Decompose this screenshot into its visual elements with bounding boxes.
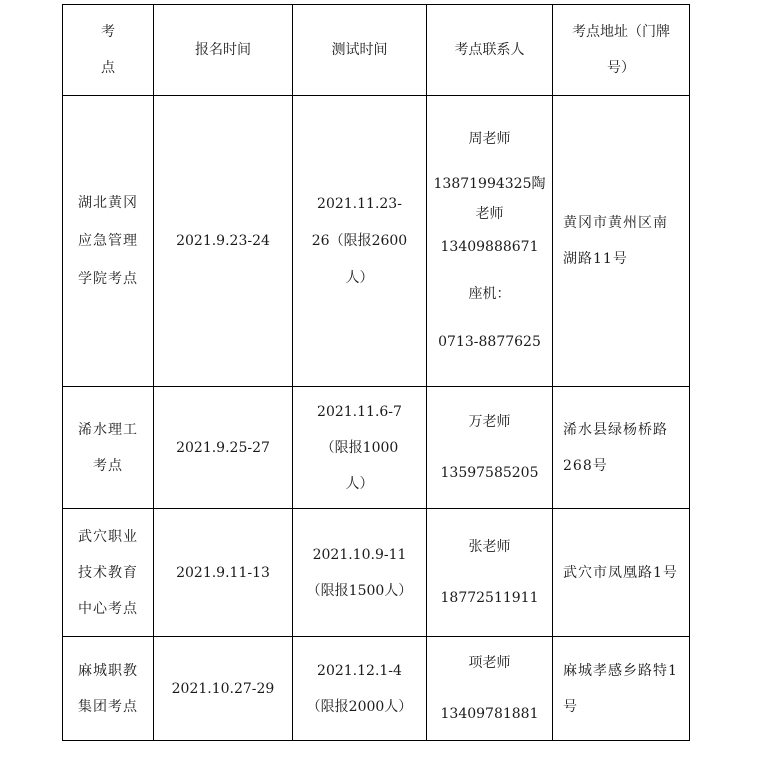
- contact-line: 13409888671: [440, 238, 539, 255]
- address-cell: [553, 387, 690, 509]
- address-cell: [553, 637, 690, 741]
- test-time-line: 2021.12.1-4: [317, 662, 402, 679]
- table-row: [63, 509, 690, 637]
- contact-line: 万老师: [468, 413, 511, 430]
- site-name-line: 湖北黄冈: [78, 195, 138, 211]
- registration-time-cell: 2021.9.25-27: [154, 387, 293, 509]
- site-name-cell: [63, 637, 154, 741]
- test-time-cell: [293, 387, 427, 509]
- header-site: [63, 5, 154, 96]
- header-test-time: 测试时间: [293, 5, 427, 96]
- site-name-line: 武穴职业: [78, 528, 138, 545]
- contact-line: 13871994325陶: [433, 175, 546, 192]
- contact-line: 13597585205: [440, 464, 539, 481]
- site-name-line: 麻城职教: [78, 662, 138, 679]
- contact-line: 13409781881: [440, 705, 539, 722]
- address-line: 号: [563, 698, 578, 715]
- test-time-line: 人）: [345, 269, 374, 286]
- contact-line: 座机：: [468, 286, 511, 302]
- header-address-line: 考点地址（门牌: [572, 24, 670, 40]
- site-name-line: 学院考点: [78, 271, 138, 287]
- address-line: 黄冈市黄州区南: [563, 215, 668, 231]
- header-site-line: 点: [101, 60, 115, 76]
- test-time-cell: [293, 637, 427, 741]
- test-time-cell: [293, 96, 427, 387]
- contact-line: 18772511911: [440, 589, 539, 606]
- header-registration-time: 报名时间: [154, 5, 293, 96]
- site-name-line: 集团考点: [78, 698, 138, 715]
- header-contact: 考点联系人: [427, 5, 553, 96]
- address-cell: [553, 509, 690, 637]
- address-line: 麻城孝感乡路特1: [563, 662, 678, 679]
- test-time-line: （限报1500人）: [306, 582, 413, 599]
- site-name-cell: [63, 509, 154, 637]
- contact-cell: [427, 637, 553, 741]
- site-name-line: 考点: [93, 457, 123, 474]
- contact-cell: [427, 96, 553, 387]
- site-name-line: 浠水理工: [78, 421, 138, 438]
- test-time-line: （限报1000: [320, 439, 399, 456]
- contact-line: 张老师: [468, 538, 511, 555]
- address-line: 268号: [563, 457, 608, 474]
- test-time-line: 2021.11.23-: [317, 195, 402, 212]
- contact-cell: [427, 509, 553, 637]
- site-name-line: 技术教育: [78, 564, 138, 581]
- address-line: 湖路11号: [563, 251, 628, 267]
- header-site-line: 考: [101, 24, 115, 40]
- registration-time-cell: 2021.10.27-29: [154, 637, 293, 741]
- header-address-line: 号）: [607, 60, 635, 76]
- contact-cell: [427, 387, 553, 509]
- test-time-cell: [293, 509, 427, 637]
- table-header-row: [63, 5, 690, 96]
- contact-line: 老师: [475, 205, 504, 222]
- table-row: [63, 637, 690, 741]
- site-name-line: 应急管理: [78, 233, 138, 249]
- contact-line: 项老师: [468, 654, 511, 671]
- table-row: [63, 387, 690, 509]
- address-cell: [553, 96, 690, 387]
- header-address: [553, 5, 690, 96]
- site-name-line: 中心考点: [78, 600, 138, 617]
- test-time-line: 2021.11.6-7: [317, 403, 402, 420]
- table-row: [63, 96, 690, 387]
- test-time-line: 人）: [345, 475, 374, 492]
- test-time-line: （限报2000人）: [306, 698, 413, 715]
- site-name-cell: [63, 387, 154, 509]
- exam-site-table: [62, 4, 690, 741]
- contact-line: 周老师: [468, 131, 511, 147]
- test-time-line: 2021.10.9-11: [312, 546, 407, 563]
- contact-line: 0713-8877625: [438, 333, 541, 350]
- registration-time-cell: 2021.9.23-24: [154, 96, 293, 387]
- test-time-line: 26（限报2600: [311, 232, 408, 249]
- registration-time-cell: 2021.9.11-13: [154, 509, 293, 637]
- site-name-cell: [63, 96, 154, 387]
- address-line: 武穴市凤凰路1号: [563, 564, 678, 581]
- address-line: 浠水县绿杨桥路: [563, 421, 668, 438]
